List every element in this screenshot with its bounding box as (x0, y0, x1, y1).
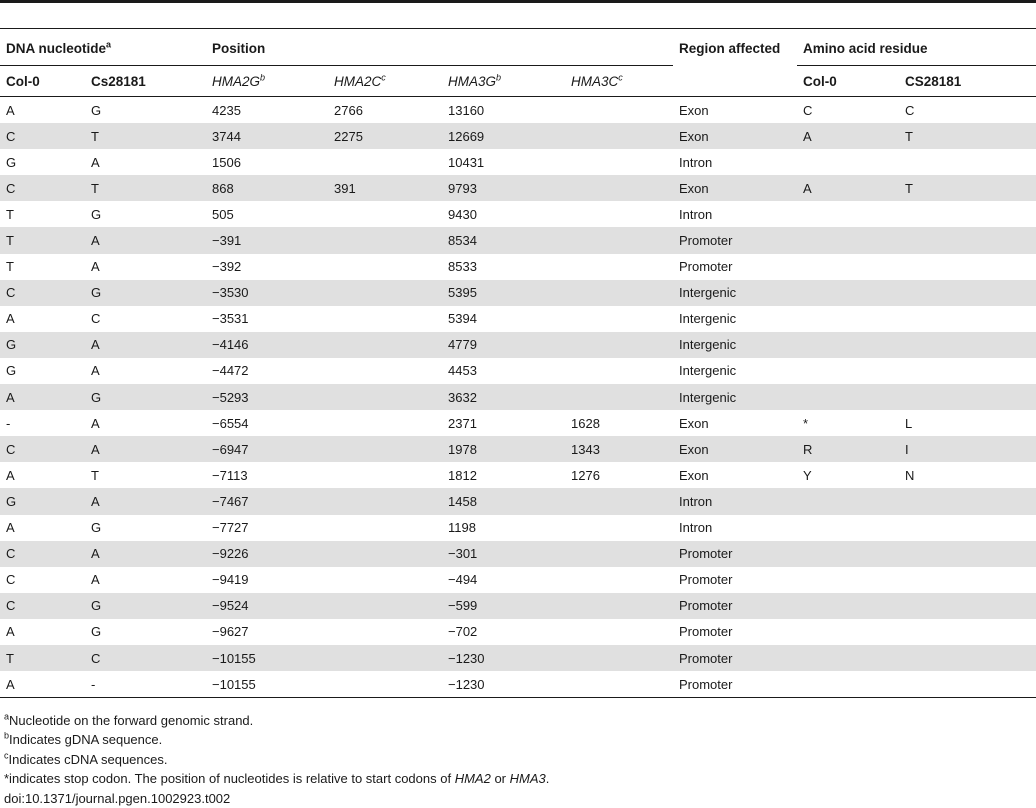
cell-cs28181-nt: A (91, 415, 100, 431)
cell-hma3g-pos: 13160 (448, 102, 485, 118)
cell-cs28181-nt: C (91, 311, 101, 327)
footnote-a: $^a$Nucleotide on the forward genomic strand. (4, 711, 254, 728)
cell-region: Promoter (673, 671, 797, 698)
cell-hma2g-pos: −10155 (206, 645, 328, 671)
cell-col0-aa (797, 384, 899, 410)
cell-hma3g-pos: 4779 (442, 332, 565, 358)
table-row (0, 593, 1036, 619)
header-position: Position (206, 29, 673, 66)
table-row (0, 384, 1036, 410)
cell-hma2g-pos: −3530 (206, 280, 328, 306)
cell-col0-aa (797, 280, 899, 306)
cell-hma2c-pos (328, 384, 442, 410)
header-amino-acid-residue: Amino acid residue (797, 29, 1036, 66)
footnote-star: *indicates stop codon. The position of nucleotides is relative to start codons of HMA2 or HMA3. (4, 771, 550, 787)
nucleotide-table (0, 28, 1036, 698)
cell-hma2c-pos (328, 201, 442, 227)
cell-col0-nt: G (6, 154, 17, 170)
cell-hma2c-pos (328, 332, 442, 358)
cell-col0-nt: A (6, 102, 15, 118)
cell-col0-aa: C (803, 102, 813, 118)
cell-region: Exon (679, 102, 709, 118)
cell-hma3c-pos (565, 149, 673, 175)
cell-hma2c-pos (328, 645, 442, 671)
cell-col0-nt: T (0, 227, 85, 253)
cell-cs28181-aa: T (899, 123, 1036, 149)
cell-cs28181-nt: A (85, 436, 206, 462)
cell-hma3c-pos: 1276 (571, 467, 600, 483)
cell-hma3g-pos: −599 (442, 593, 565, 619)
cell-hma3c-pos (565, 332, 673, 358)
cell-hma2c-pos (328, 358, 442, 384)
cell-hma3g-pos: 9793 (442, 175, 565, 201)
cell-col0-aa: R (797, 436, 899, 462)
cell-col0-aa (797, 306, 899, 332)
cell-col0-aa (797, 358, 899, 384)
cell-region: Promoter (673, 645, 797, 671)
header-col0: Col-0 (0, 66, 85, 97)
cell-cs28181-nt: T (85, 123, 206, 149)
cell-region: Promoter (673, 541, 797, 567)
cell-cs28181-aa (899, 567, 1036, 593)
cell-region: Exon (673, 436, 797, 462)
cell-hma2g-pos: −9524 (206, 593, 328, 619)
cell-hma2c-pos (328, 436, 442, 462)
cell-hma2c-pos (328, 306, 442, 332)
cell-region: Promoter (679, 259, 733, 275)
cell-hma3c-pos (565, 567, 673, 593)
header-cs28181-dna: Cs28181 (85, 66, 206, 97)
cell-cs28181-aa (899, 645, 1036, 671)
cell-cs28181-aa: I (899, 436, 1036, 462)
cell-col0-aa (797, 149, 899, 175)
cell-hma3g-pos: 1978 (442, 436, 565, 462)
cell-hma3c-pos (565, 515, 673, 541)
cell-col0-aa (797, 593, 899, 619)
header-cs28181-aa: CS28181 (899, 66, 1036, 97)
cell-hma3c-pos (565, 280, 673, 306)
cell-cs28181-aa: C (905, 102, 915, 118)
cell-cs28181-aa: L (905, 415, 913, 431)
cell-hma2c-pos (328, 149, 442, 175)
table-row (0, 645, 1036, 671)
cell-hma3c-pos (565, 201, 673, 227)
cell-region: Promoter (673, 227, 797, 253)
cell-hma3g-pos: 8534 (442, 227, 565, 253)
cell-col0-aa (797, 619, 899, 645)
cell-hma2g-pos: −9226 (206, 541, 328, 567)
cell-cs28181-nt: A (91, 572, 100, 588)
cell-hma2c-pos (328, 593, 442, 619)
cell-cs28181-nt: G (85, 280, 206, 306)
cell-hma2c-pos (328, 541, 442, 567)
cell-region: Intergenic (673, 384, 797, 410)
cell-hma3g-pos: 3632 (442, 384, 565, 410)
table-row (0, 332, 1036, 358)
cell-region: Intron (679, 520, 713, 536)
cell-cs28181-nt: A (85, 227, 206, 253)
cell-col0-nt: G (0, 488, 85, 514)
cell-hma3c-pos (565, 488, 673, 514)
cell-hma3g-pos: 12669 (442, 123, 565, 149)
cell-hma3g-pos: 5395 (442, 280, 565, 306)
cell-hma3c-pos (565, 254, 673, 280)
footnote-c: $^c$Indicates cDNA sequences. (4, 750, 168, 767)
cell-col0-nt: A (0, 671, 85, 698)
cell-hma3g-pos: −1230 (442, 645, 565, 671)
cell-hma3c-pos (565, 671, 673, 698)
cell-hma3c-pos (565, 306, 673, 332)
table-row (0, 227, 1036, 253)
cell-col0-nt: A (6, 624, 15, 640)
cell-hma2c-pos (328, 671, 442, 698)
cell-col0-nt: T (6, 206, 14, 222)
cell-cs28181-aa: T (899, 175, 1036, 201)
cell-cs28181-aa (899, 280, 1036, 306)
cell-hma3g-pos: 5394 (448, 311, 477, 327)
cell-col0-aa (797, 488, 899, 514)
table-row (0, 488, 1036, 514)
cell-hma2g-pos: 4235 (212, 102, 241, 118)
cell-col0-nt: C (0, 436, 85, 462)
cell-hma2c-pos (328, 567, 442, 593)
cell-hma3g-pos: 2371 (448, 415, 477, 431)
cell-cs28181-aa (899, 358, 1036, 384)
cell-hma2c-pos (328, 254, 442, 280)
cell-hma3g-pos: 4453 (448, 363, 477, 379)
header-dna-nucleotide: DNA nucleotide$^a$ (0, 29, 206, 66)
cell-cs28181-aa (899, 619, 1036, 645)
footnotes (4, 711, 549, 808)
cell-cs28181-aa (899, 201, 1036, 227)
cell-hma3c-pos (565, 541, 673, 567)
cell-col0-aa (797, 332, 899, 358)
cell-region: Intergenic (673, 332, 797, 358)
cell-hma2g-pos: 3744 (206, 123, 328, 149)
cell-hma2g-pos: 1506 (212, 154, 241, 170)
cell-cs28181-nt: A (85, 541, 206, 567)
table-row (0, 123, 1036, 149)
cell-cs28181-nt: A (85, 488, 206, 514)
cell-cs28181-nt: A (85, 332, 206, 358)
cell-hma3g-pos: −1230 (442, 671, 565, 698)
cell-cs28181-aa (899, 671, 1036, 698)
cell-hma2c-pos (328, 619, 442, 645)
header-hma2g: $HMA2G^b$ (206, 66, 328, 97)
cell-cs28181-aa (899, 149, 1036, 175)
header-region-blank (673, 66, 797, 97)
table-row (0, 201, 1036, 227)
cell-col0-aa (797, 567, 899, 593)
top-rule (0, 0, 1036, 3)
cell-col0-aa (797, 227, 899, 253)
cell-col0-aa (797, 645, 899, 671)
cell-col0-nt: A (6, 311, 15, 327)
cell-cs28181-nt: G (91, 520, 102, 536)
table-body (0, 97, 1036, 698)
cell-hma2g-pos: −4472 (212, 363, 249, 379)
cell-cs28181-aa (899, 488, 1036, 514)
cell-hma2c-pos: 2766 (334, 102, 363, 118)
cell-cs28181-aa: N (905, 467, 915, 483)
cell-hma2g-pos: 868 (206, 175, 328, 201)
cell-hma3c-pos (565, 227, 673, 253)
table-row (0, 149, 1036, 175)
cell-cs28181-aa (899, 306, 1036, 332)
header-row-1 (0, 29, 1036, 66)
cell-hma3c-pos (565, 97, 673, 124)
cell-hma3c-pos (565, 175, 673, 201)
cell-hma2c-pos: 391 (328, 175, 442, 201)
cell-hma3c-pos (565, 358, 673, 384)
cell-col0-nt: C (0, 541, 85, 567)
footnote-b: $^b$Indicates gDNA sequence. (4, 731, 163, 748)
header-hma3c: $HMA3C^c$ (565, 66, 673, 97)
cell-col0-nt: C (0, 280, 85, 306)
cell-hma3c-pos (565, 619, 673, 645)
table-row (0, 280, 1036, 306)
cell-hma2g-pos: −6947 (206, 436, 328, 462)
cell-col0-aa (797, 515, 899, 541)
cell-region: Exon (679, 415, 709, 431)
cell-region: Intergenic (679, 311, 737, 327)
cell-cs28181-aa (899, 254, 1036, 280)
cell-cs28181-aa (899, 384, 1036, 410)
table-row (0, 97, 1036, 124)
cell-col0-nt: C (0, 123, 85, 149)
cell-col0-nt: G (6, 363, 17, 379)
table-row (0, 358, 1036, 384)
cell-col0-nt: C (0, 593, 85, 619)
cell-hma3c-pos (565, 593, 673, 619)
cell-cs28181-aa (899, 332, 1036, 358)
cell-hma2c-pos: 2275 (328, 123, 442, 149)
cell-col0-nt: A (6, 520, 15, 536)
cell-hma3g-pos: −494 (448, 572, 478, 588)
cell-region: Intergenic (679, 363, 737, 379)
doi-text: doi:10.1371/journal.pgen.1002923.t002 (4, 790, 231, 806)
cell-hma3g-pos: 1812 (448, 467, 477, 483)
cell-hma2g-pos: −9419 (212, 572, 249, 588)
cell-col0-aa: A (797, 175, 899, 201)
cell-region: Intron (673, 488, 797, 514)
cell-region: Exon (673, 175, 797, 201)
cell-col0-aa (797, 541, 899, 567)
cell-cs28181-nt: G (91, 624, 102, 640)
cell-cs28181-nt: C (85, 645, 206, 671)
header-row-2 (0, 66, 1036, 97)
cell-cs28181-nt: G (85, 384, 206, 410)
cell-region: Exon (679, 467, 709, 483)
cell-col0-aa (797, 201, 899, 227)
cell-hma2c-pos (328, 515, 442, 541)
cell-hma3c-pos (565, 384, 673, 410)
cell-cs28181-aa (899, 541, 1036, 567)
cell-cs28181-nt: T (85, 175, 206, 201)
table-row (0, 567, 1036, 593)
table-row (0, 175, 1036, 201)
cell-col0-nt: A (0, 384, 85, 410)
cell-hma3c-pos (565, 123, 673, 149)
cell-hma3g-pos: 8533 (448, 259, 477, 275)
cell-region: Intergenic (673, 280, 797, 306)
cell-hma2c-pos (328, 410, 442, 436)
cell-hma2g-pos: −391 (206, 227, 328, 253)
cell-hma2g-pos: −9627 (212, 624, 249, 640)
cell-hma2c-pos (328, 280, 442, 306)
cell-hma2g-pos: −392 (212, 259, 242, 275)
cell-hma3g-pos: −301 (442, 541, 565, 567)
cell-col0-nt: C (6, 572, 16, 588)
table-row (0, 515, 1036, 541)
cell-hma3g-pos: 1458 (442, 488, 565, 514)
cell-col0-nt: T (6, 259, 14, 275)
header-hma2c: $HMA2C^c$ (328, 66, 442, 97)
header-hma3g: $HMA3G^b$ (442, 66, 565, 97)
cell-hma3g-pos: 9430 (448, 206, 477, 222)
cell-hma2c-pos (328, 462, 442, 488)
cell-col0-aa: A (797, 123, 899, 149)
cell-hma2g-pos: −10155 (206, 671, 328, 698)
cell-hma2g-pos: −6554 (212, 415, 249, 431)
table-row (0, 671, 1036, 698)
cell-cs28181-nt: A (91, 259, 100, 275)
cell-region: Promoter (679, 572, 733, 588)
cell-region: Intron (679, 206, 713, 222)
cell-hma3g-pos: 1198 (448, 520, 476, 536)
cell-hma3c-pos: 1343 (565, 436, 673, 462)
cell-cs28181-aa (899, 593, 1036, 619)
header-col0-aa: Col-0 (797, 66, 899, 97)
table-row (0, 619, 1036, 645)
table-row (0, 254, 1036, 280)
cell-cs28181-nt: G (91, 206, 102, 222)
cell-region: Promoter (679, 624, 733, 640)
cell-hma2g-pos: −3531 (212, 311, 249, 327)
cell-col0-aa (797, 671, 899, 698)
cell-region: Promoter (673, 593, 797, 619)
cell-hma3g-pos: −702 (448, 624, 478, 640)
cell-cs28181-aa (899, 227, 1036, 253)
cell-cs28181-aa (899, 515, 1036, 541)
cell-hma2g-pos: −7727 (212, 520, 249, 536)
cell-hma2c-pos (328, 488, 442, 514)
cell-cs28181-nt: A (91, 154, 100, 170)
cell-hma3c-pos: 1628 (571, 415, 600, 431)
cell-col0-nt: T (0, 645, 85, 671)
cell-col0-nt: - (6, 415, 11, 431)
cell-cs28181-nt: G (91, 102, 102, 118)
cell-col0-nt: A (6, 467, 15, 483)
cell-cs28181-nt: T (91, 467, 99, 483)
header-region-affected: Region affected (679, 40, 781, 56)
cell-col0-aa (797, 254, 899, 280)
cell-col0-aa: * (803, 415, 809, 431)
table-row (0, 541, 1036, 567)
cell-col0-aa: Y (803, 467, 812, 483)
cell-hma2g-pos: −5293 (206, 384, 328, 410)
cell-cs28181-nt: A (91, 363, 100, 379)
cell-cs28181-nt: G (85, 593, 206, 619)
table-row (0, 306, 1036, 332)
cell-region: Exon (673, 123, 797, 149)
cell-col0-nt: G (0, 332, 85, 358)
table-row (0, 436, 1036, 462)
cell-hma3c-pos (565, 645, 673, 671)
cell-hma2g-pos: 505 (212, 206, 234, 222)
cell-cs28181-nt: - (85, 671, 206, 698)
cell-hma2g-pos: −4146 (206, 332, 328, 358)
table-row (0, 462, 1036, 488)
cell-hma2g-pos: −7113 (212, 467, 248, 483)
cell-col0-nt: C (0, 175, 85, 201)
cell-hma3g-pos: 10431 (448, 154, 485, 170)
table-row (0, 410, 1036, 436)
cell-region: Intron (679, 154, 713, 170)
cell-hma2c-pos (328, 227, 442, 253)
cell-hma2g-pos: −7467 (206, 488, 328, 514)
